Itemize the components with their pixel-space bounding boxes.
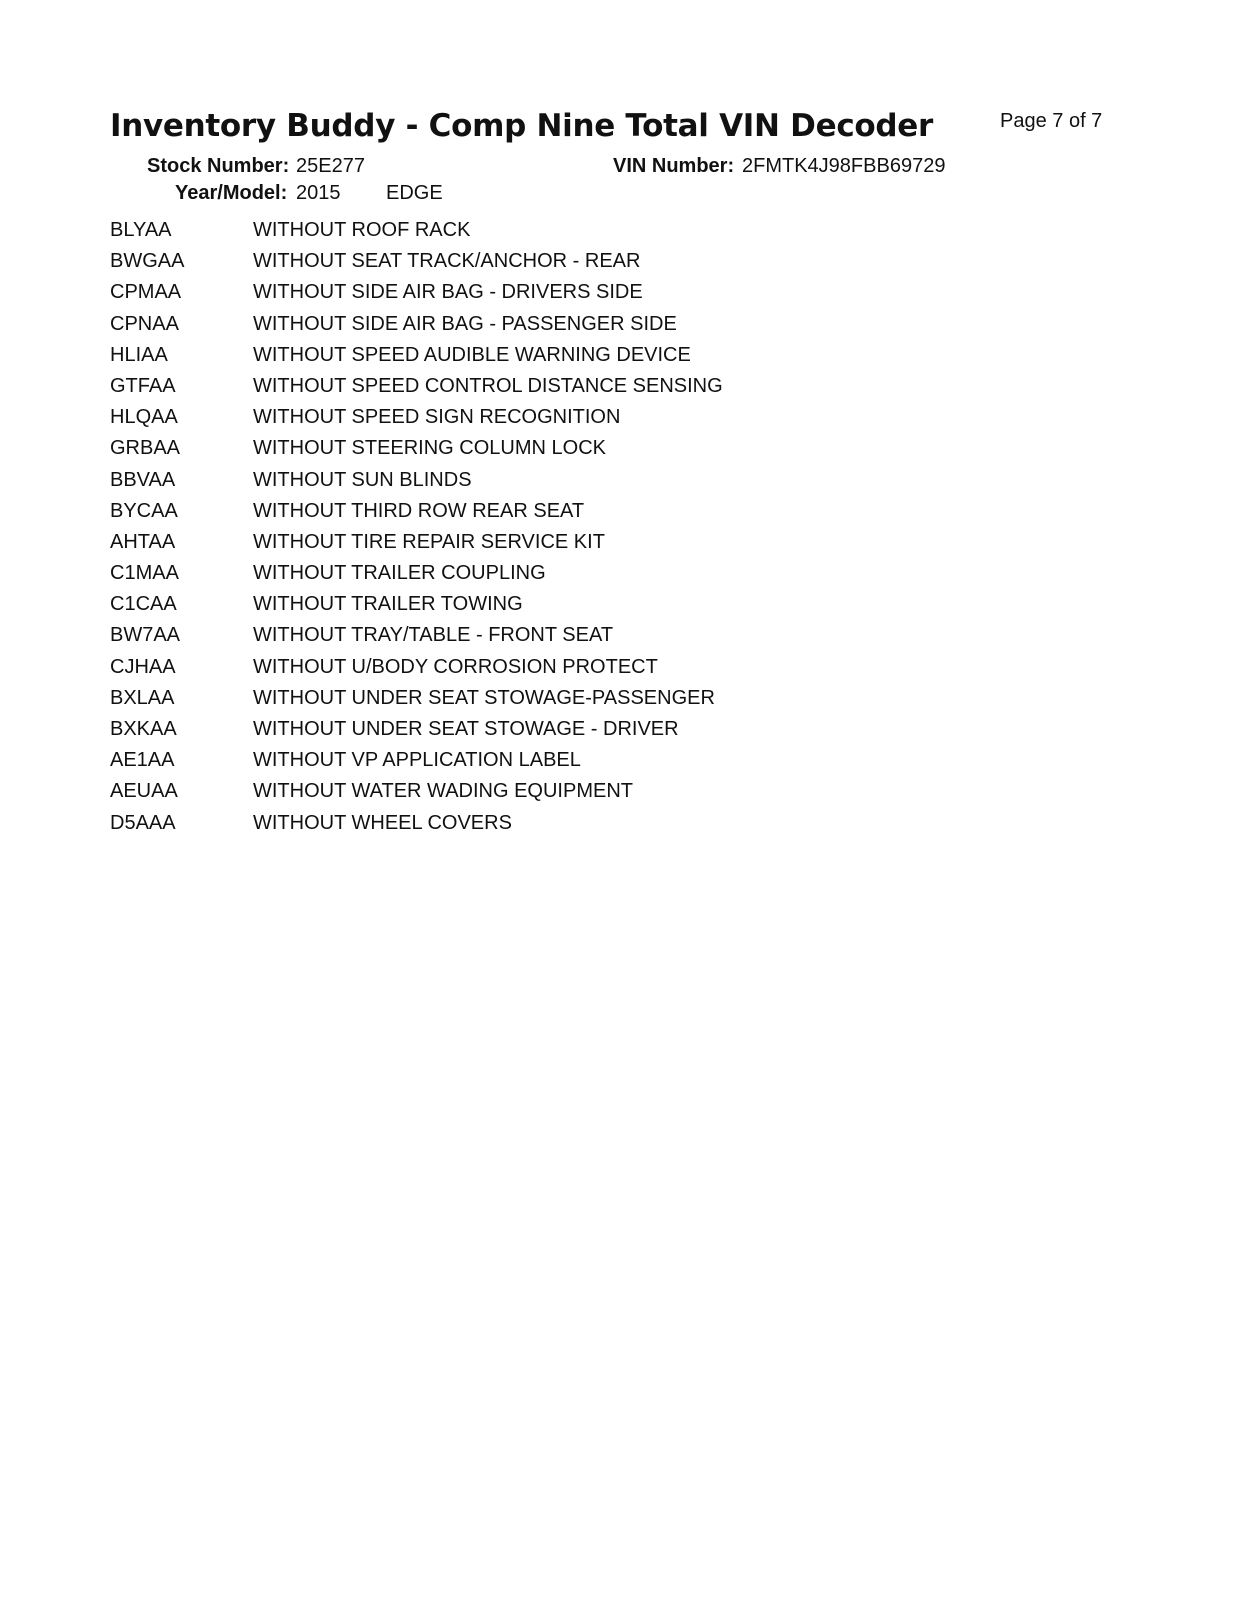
option-description: WITHOUT WATER WADING EQUIPMENT xyxy=(253,780,633,803)
model-value: EDGE xyxy=(386,182,443,204)
option-code: BLYAA xyxy=(110,219,172,241)
option-description: WITHOUT TRAILER TOWING xyxy=(253,593,523,616)
option-code: BWGAA xyxy=(110,250,185,273)
option-description: WITHOUT SPEED AUDIBLE WARNING DEVICE xyxy=(253,343,691,366)
option-code: CPMAA xyxy=(110,281,182,304)
option-code: GRBAA xyxy=(110,437,181,460)
option-description: WITHOUT THIRD ROW REAR SEAT xyxy=(253,499,585,522)
year-model-label: Year/Model: xyxy=(175,182,288,204)
page-number: Page 7 of 7 xyxy=(1000,110,1103,132)
option-code: AE1AA xyxy=(110,749,175,772)
option-description: WITHOUT TRAY/TABLE - FRONT SEAT xyxy=(253,624,614,647)
year-value: 2015 xyxy=(296,182,341,204)
vin-number-label: VIN Number: xyxy=(613,155,735,177)
option-description: WITHOUT TIRE REPAIR SERVICE KIT xyxy=(253,530,605,553)
option-code: CJHAA xyxy=(110,655,176,678)
option-code: BBVAA xyxy=(110,468,176,491)
option-description: WITHOUT SIDE AIR BAG - DRIVERS SIDE xyxy=(253,281,643,304)
vin-number-value: 2FMTK4J98FBB69729 xyxy=(742,155,946,177)
option-description: WITHOUT TRAILER COUPLING xyxy=(253,562,546,585)
option-code: GTFAA xyxy=(110,374,176,397)
option-code: C1CAA xyxy=(110,593,177,616)
option-description: WITHOUT VP APPLICATION LABEL xyxy=(253,749,581,772)
option-code: D5AAA xyxy=(110,811,176,834)
option-code: AHTAA xyxy=(110,530,176,553)
option-code: BXKAA xyxy=(110,718,177,740)
option-description: WITHOUT STEERING COLUMN LOCK xyxy=(253,437,606,460)
option-description: WITHOUT SEAT TRACK/ANCHOR - REAR xyxy=(253,250,641,273)
option-description: WITHOUT SUN BLINDS xyxy=(253,468,472,491)
option-description: WITHOUT ROOF RACK xyxy=(253,219,471,241)
stock-number-value: 25E277 xyxy=(296,155,365,177)
option-description: WITHOUT SPEED CONTROL DISTANCE SENSING xyxy=(253,374,723,397)
option-description: WITHOUT UNDER SEAT STOWAGE-PASSENGER xyxy=(253,686,715,709)
option-code: BXLAA xyxy=(110,686,175,709)
option-code: AEUAA xyxy=(110,780,178,803)
option-code: BW7AA xyxy=(110,624,181,647)
option-description: WITHOUT U/BODY CORROSION PROTECT xyxy=(253,655,658,678)
option-code: CPNAA xyxy=(110,312,179,335)
option-description: WITHOUT SPEED SIGN RECOGNITION xyxy=(253,406,621,429)
option-description: WITHOUT UNDER SEAT STOWAGE - DRIVER xyxy=(253,718,679,740)
option-code: C1MAA xyxy=(110,562,179,585)
option-code: HLIAA xyxy=(110,343,168,366)
page-title: Inventory Buddy - Comp Nine Total VIN Decoder xyxy=(110,108,934,144)
option-description: WITHOUT WHEEL COVERS xyxy=(253,811,512,834)
option-code: HLQAA xyxy=(110,406,178,429)
option-description: WITHOUT SIDE AIR BAG - PASSENGER SIDE xyxy=(253,312,677,335)
option-code: BYCAA xyxy=(110,499,178,522)
stock-number-label: Stock Number: xyxy=(147,155,290,177)
